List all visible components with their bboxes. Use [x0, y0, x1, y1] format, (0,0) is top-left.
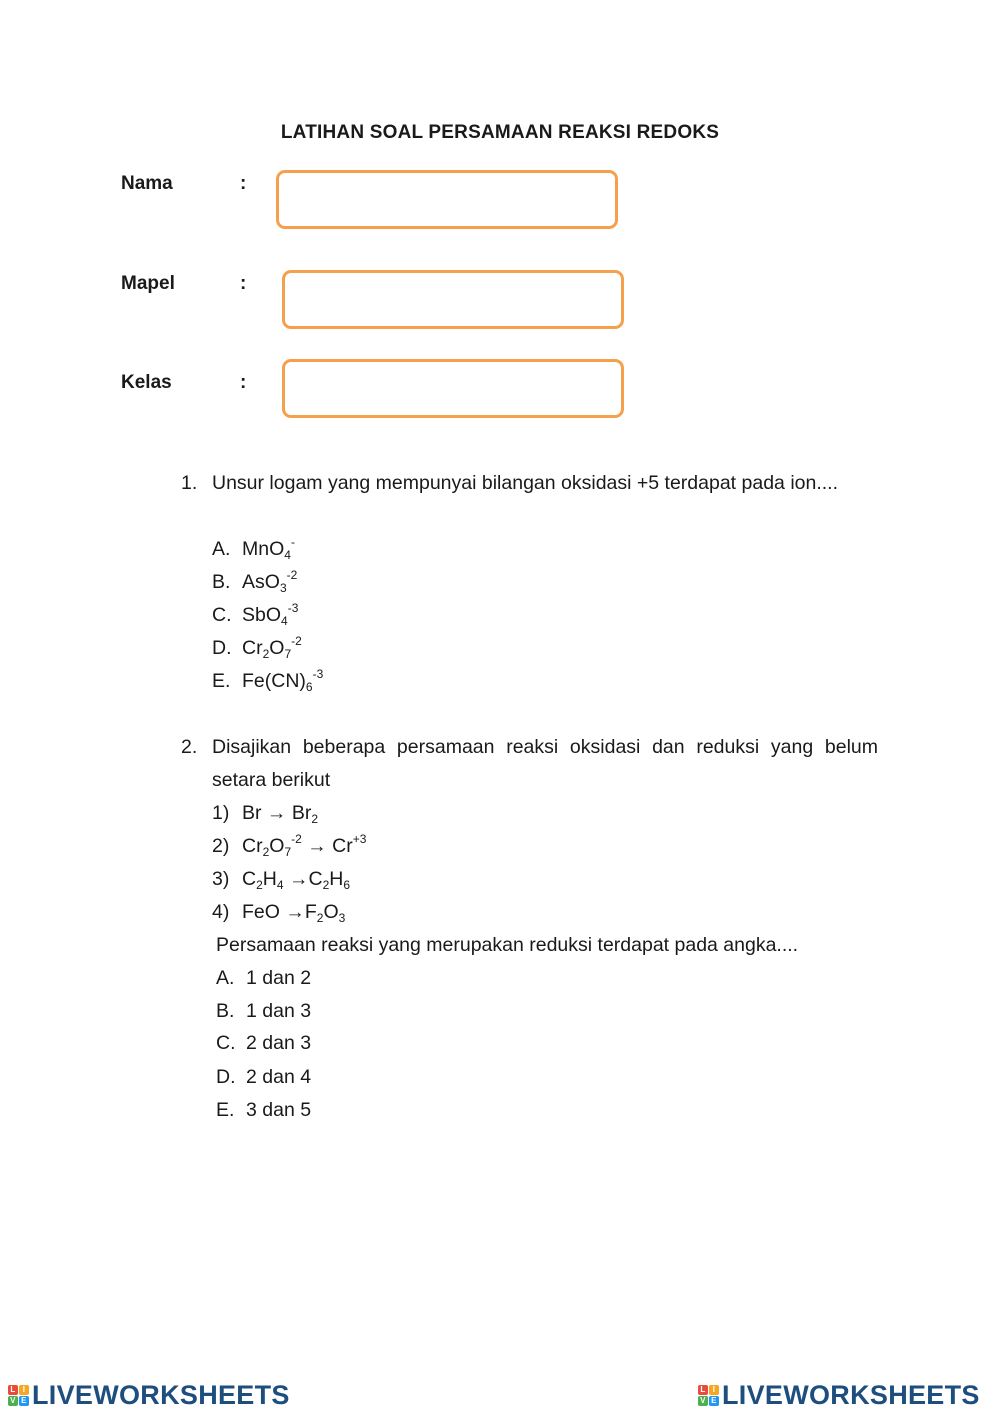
- question-2-text: Disajikan beberapa persamaan reaksi oksidasi dan reduksi yang belum setara berikut: [212, 736, 878, 791]
- q2-option-d[interactable]: D. 2 dan 4: [216, 1066, 312, 1088]
- question-2: [0, 731, 1000, 801]
- q2-reaction-3: 3) $C_2H_4 \to C_2H_6$: [212, 868, 351, 892]
- q2-reaction-1: 1) $Br \to Br_2$: [212, 802, 319, 826]
- nama-label: Nama: [121, 173, 173, 194]
- q2-question: Persamaan reaksi yang merupakan reduksi terdapat pada angka....: [216, 934, 799, 956]
- kelas-input[interactable]: [282, 359, 624, 418]
- liveworksheets-mark-icon: L I V E: [8, 1385, 29, 1406]
- nama-input[interactable]: [276, 170, 618, 229]
- brand-name: LIVEWORKSHEETS: [32, 1379, 290, 1410]
- arrow-icon: →: [285, 901, 305, 923]
- question-2-number: 2.: [181, 736, 198, 758]
- q2-option-a[interactable]: A. 1 dan 2: [216, 967, 312, 989]
- liveworksheets-logo-left[interactable]: [8, 1378, 290, 1412]
- liveworksheets-logo-right[interactable]: [698, 1378, 980, 1412]
- question-1: [0, 467, 1000, 537]
- q2-option-b[interactable]: B. 1 dan 3: [216, 1000, 312, 1022]
- liveworksheets-mark-icon: L I V E: [698, 1385, 719, 1406]
- arrow-icon: →: [307, 835, 327, 857]
- kelas-colon: :: [240, 372, 247, 393]
- q1-option-a[interactable]: A. MnO$_4$-: [212, 535, 295, 562]
- nama-colon: :: [240, 173, 247, 194]
- arrow-icon: →: [266, 802, 287, 824]
- kelas-label: Kelas: [121, 372, 172, 393]
- question-1-text: Unsur logam yang mempunyai bilangan oksidasi +5 terdapat pada ion....: [212, 472, 839, 494]
- q2-option-e[interactable]: E. 3 dan 5: [216, 1099, 312, 1121]
- mapel-colon: :: [240, 273, 247, 294]
- brand-name: LIVEWORKSHEETS: [722, 1379, 980, 1410]
- q1-option-b[interactable]: B. AsO$_3^{-2}$: [212, 568, 298, 595]
- page-title: LATIHAN SOAL PERSAMAAN REAKSI REDOKS: [280, 122, 720, 143]
- q1-option-d[interactable]: D. $Cr_2O_7^{-2}$: [212, 634, 302, 661]
- arrow-icon: →: [288, 868, 309, 890]
- q1-option-e[interactable]: E. $Fe(CN)_6^{-3}$: [212, 667, 324, 694]
- q2-option-c[interactable]: C. 2 dan 3: [216, 1032, 312, 1054]
- question-1-number: 1.: [181, 472, 198, 494]
- mapel-label: Mapel: [121, 273, 175, 294]
- mapel-input[interactable]: [282, 270, 624, 329]
- q2-reaction-4: 4) FeO $\to F_2O_3$: [212, 901, 346, 925]
- q1-option-c[interactable]: C. SbO$_4^{-3}$: [212, 601, 299, 628]
- q2-reaction-2: 2) $Cr_2O_7^{-2} \to Cr^{+3}$: [212, 832, 367, 859]
